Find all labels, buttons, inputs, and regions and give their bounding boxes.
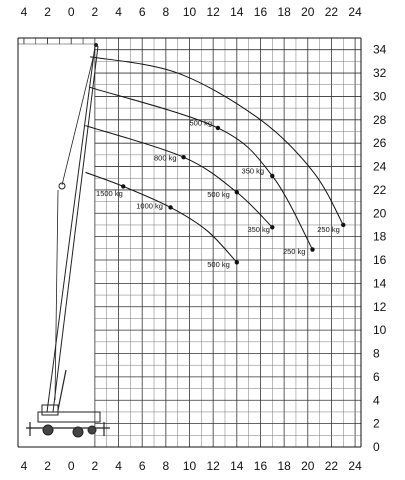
top-x-axis-ticks (21, 5, 363, 19)
load-capacity-label: 500 kg (189, 118, 213, 128)
load-curves (85, 57, 343, 263)
load-labels (96, 119, 340, 269)
bottom-x-tick-label: 14 (230, 459, 244, 473)
load-capacity-label: 500 kg (207, 260, 230, 270)
bottom-x-tick-label: 20 (301, 459, 315, 473)
y-tick-label: 0 (373, 440, 380, 454)
top-x-tick-label: 0 (67, 5, 75, 19)
y-tick-label: 6 (373, 369, 380, 384)
load-capacity-label: 800 kg (154, 153, 177, 163)
y-tick-label: 16 (373, 253, 387, 268)
load-point-marker (216, 126, 220, 130)
crane-drawing (26, 43, 110, 437)
bottom-x-tick-label: 2 (44, 459, 51, 473)
load-capacity-label: 1000 kg (136, 201, 163, 211)
boom-section-line (55, 190, 58, 400)
bottom-x-tick-label: 4 (20, 459, 28, 473)
crane-carrier-body (38, 412, 100, 422)
top-x-tick-label: 20 (301, 5, 315, 19)
load-point-marker (181, 155, 185, 159)
top-x-tick-label: 8 (162, 5, 170, 19)
hydraulic-cylinder (58, 370, 66, 410)
top-x-tick-label: 18 (277, 5, 291, 19)
bottom-x-tick-label: 8 (162, 459, 170, 473)
y-tick-label: 14 (373, 276, 387, 291)
load-capacity-label: 350 kg (241, 166, 265, 176)
y-tick-label: 2 (373, 416, 380, 431)
bottom-x-tick-label: 2 (91, 459, 99, 473)
bottom-x-tick-label: 0 (67, 459, 75, 473)
y-tick-label: 8 (373, 346, 380, 361)
bottom-x-tick-label: 16 (253, 459, 268, 473)
top-x-tick-label: 4 (115, 5, 122, 19)
top-x-tick-label: 10 (182, 5, 197, 19)
y-tick-label: 26 (373, 136, 387, 151)
top-x-tick-label: 2 (44, 5, 51, 19)
load-capacity-label: 250 kg (282, 247, 306, 257)
y-tick-label: 34 (373, 42, 387, 57)
bottom-x-tick-label: 6 (138, 459, 146, 473)
top-x-tick-label: 24 (348, 5, 362, 19)
y-tick-label: 20 (373, 206, 387, 221)
bottom-x-tick-label: 12 (206, 459, 220, 473)
load-point-marker (235, 260, 239, 264)
y-tick-label: 4 (373, 393, 380, 408)
top-x-tick-label: 2 (91, 5, 99, 19)
boom-line (53, 46, 98, 412)
y-tick-label: 28 (373, 112, 387, 127)
y-tick-label: 12 (373, 299, 387, 314)
load-capacity-label: 350 kg (247, 224, 270, 234)
load-curve (85, 172, 236, 262)
boom-section-line (62, 50, 95, 185)
y-tick-label: 18 (373, 229, 387, 244)
top-x-tick-label: 14 (230, 5, 244, 19)
wheel (43, 425, 53, 435)
y-tick-label: 22 (373, 182, 387, 197)
y-axis-ticks (373, 43, 387, 454)
bottom-x-tick-label: 24 (348, 459, 362, 473)
top-x-tick-label: 12 (206, 5, 220, 19)
load-capacity-label: 1500 kg (96, 188, 123, 198)
boom-tip-pulley (94, 43, 98, 47)
y-tick-label: 24 (373, 159, 387, 174)
load-point-marker (310, 247, 314, 251)
top-x-tick-label: 22 (324, 5, 339, 19)
load-point-marker (270, 225, 274, 229)
boom-line (47, 46, 95, 412)
y-tick-label: 32 (373, 66, 387, 81)
wheel (88, 426, 96, 434)
top-x-tick-label: 6 (138, 5, 146, 19)
bottom-x-tick-label: 4 (115, 459, 122, 473)
bottom-x-tick-label: 10 (182, 459, 197, 473)
bottom-x-axis-ticks (21, 459, 363, 473)
bottom-x-tick-label: 22 (324, 459, 339, 473)
y-tick-label: 30 (373, 89, 387, 104)
top-x-tick-label: 4 (20, 5, 28, 19)
y-tick-label: 10 (373, 323, 387, 338)
bottom-x-tick-label: 18 (277, 459, 291, 473)
wheel (73, 427, 83, 437)
load-point-marker (270, 174, 274, 178)
load-curve (90, 57, 343, 225)
crane-cab (42, 405, 58, 415)
load-capacity-label: 500 kg (207, 189, 230, 199)
load-point-marker (341, 223, 345, 227)
load-point-marker (235, 190, 239, 194)
load-capacity-label: 250 kg (317, 224, 340, 234)
load-point-marker (168, 205, 172, 209)
top-x-tick-label: 16 (253, 5, 268, 19)
